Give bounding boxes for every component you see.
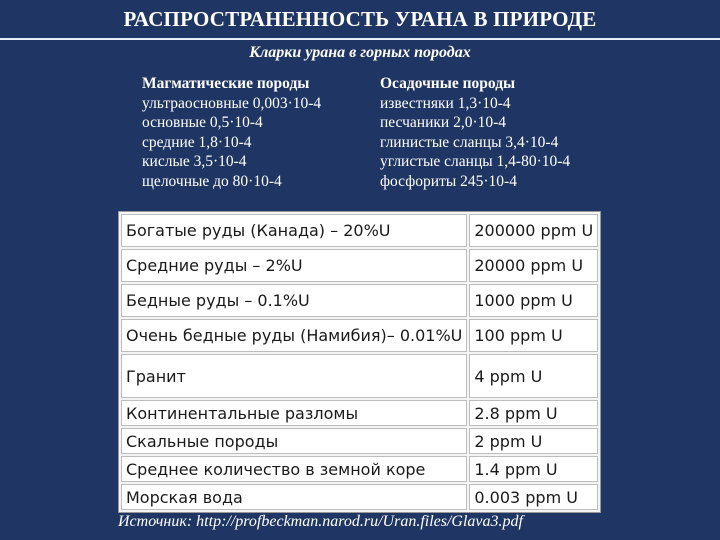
table-row — [121, 428, 598, 454]
table-cell-value: 4 ppm U — [469, 354, 598, 398]
table-cell-name: Континентальные разломы — [121, 400, 467, 426]
table-row — [121, 319, 598, 352]
table-row — [121, 249, 598, 282]
sedimentary-heading: Осадочные породы — [380, 75, 516, 92]
igneous-rocks-column — [142, 74, 321, 191]
table-cell-value: 20000 ppm U — [469, 249, 598, 282]
igneous-item: средние 1,8·10-4 — [142, 133, 252, 151]
table-row — [121, 484, 598, 510]
title-divider — [0, 38, 720, 40]
table-row — [121, 400, 598, 426]
table-cell-name: Морская вода — [121, 484, 467, 510]
igneous-item: кислые 3,5·10-4 — [142, 153, 247, 170]
table-row — [121, 456, 598, 482]
table-cell-value: 0.003 ppm U — [469, 484, 598, 510]
page-title: РАСПРОСТРАНЕННОСТЬ УРАНА В ПРИРОДЕ — [123, 7, 597, 31]
table-cell-value: 200000 ppm U — [469, 214, 598, 247]
igneous-item: щелочные до 80·10-4 — [142, 172, 282, 190]
table-row — [121, 214, 598, 247]
table-cell-name: Средние руды – 2%U — [121, 249, 467, 282]
table-cell-name: Скальные породы — [121, 428, 467, 454]
table-cell-name: Гранит — [121, 354, 467, 398]
igneous-item: ультраосновные 0,003·10-4 — [142, 94, 322, 112]
sedimentary-item: известняки 1,3·10-4 — [380, 94, 511, 112]
table-row — [121, 354, 598, 398]
source-citation: Источник: http://profbeckman.narod.ru/Uran.files/Glava3.pdf — [118, 513, 523, 530]
sedimentary-item: песчаники 2,0·10-4 — [380, 114, 507, 131]
igneous-item: основные 0,5·10-4 — [142, 114, 263, 131]
table-cell-value: 2.8 ppm U — [469, 400, 598, 426]
sedimentary-item: фосфориты 245·10-4 — [380, 172, 517, 190]
sedimentary-item: глинистые сланцы 3,4·10-4 — [380, 133, 559, 151]
table-row — [121, 284, 598, 317]
table-cell-value: 1000 ppm U — [469, 284, 598, 317]
table-cell-value: 1.4 ppm U — [469, 456, 598, 482]
sedimentary-rocks-column — [380, 74, 570, 191]
table-cell-name: Среднее количество в земной коре — [121, 456, 467, 482]
igneous-heading: Магматические породы — [142, 75, 310, 92]
uranium-concentration-table — [118, 211, 601, 513]
table-cell-value: 100 ppm U — [469, 319, 598, 352]
table-cell-name: Очень бедные руды (Намибия)– 0.01%U — [121, 319, 467, 352]
table-cell-name: Бедные руды – 0.1%U — [121, 284, 467, 317]
table-cell-name: Богатые руды (Канада) – 20%U — [121, 214, 467, 247]
subtitle: Кларки урана в горных породах — [249, 44, 471, 61]
table-cell-value: 2 ppm U — [469, 428, 598, 454]
sedimentary-item: углистые сланцы 1,4-80·10-4 — [380, 153, 571, 170]
